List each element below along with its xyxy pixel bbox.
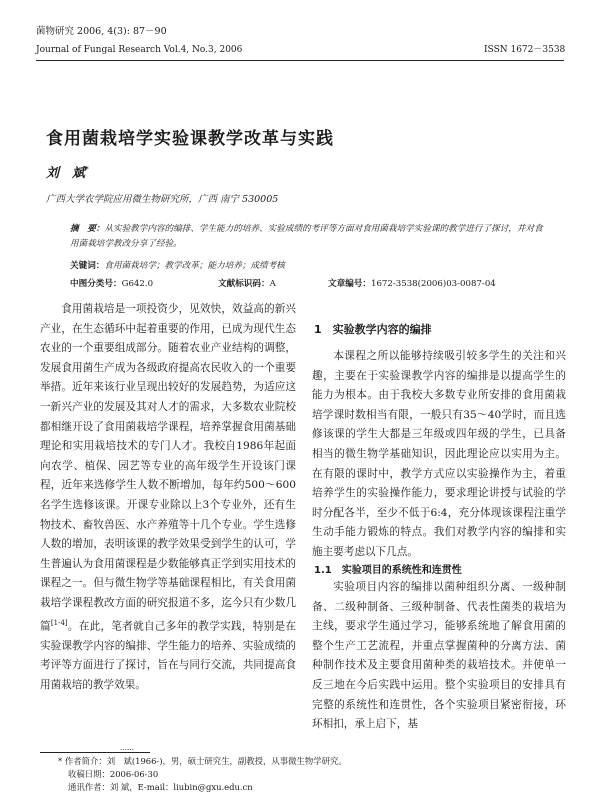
subsection-1-1-paragraph: 实验项目内容的编排以菌种组织分离、一级种制备、二级种制备、三级种制备、代表性菌类的栽培为主线，要求学生通过学习，能够系统地了解食用菌的整个生产工艺流程，并重点掌握菌种的分离方法、菌种制作技术及主要食用菌种类的栽培技术。并使单一反三地在今后实践中运用。整个实验项目的安排具有完整的系统性和连贯性，各个实验项目紧密衔接，环环相扣，承上启下，基 — [312, 581, 566, 731]
intro-text-continued: 。在此，笔者就自己多年的教学实践，特别是在实验课教学内容的编排、学生能力的培养、实验成绩的考评等方面进行了探讨，旨在与同行交流，共同提高食用菌栽培的教学效果。 — [40, 620, 297, 691]
left-column — [40, 300, 296, 695]
subsection-1-1-body — [312, 578, 566, 735]
doc-code-label: 文献标识码： — [218, 279, 270, 289]
article-author — [46, 162, 89, 181]
clc-label: 中图分类号： — [70, 279, 122, 289]
abstract-text: 从实验教学内容的编排、学生能力的培养、实验成绩的考评等方面对食用菌栽培学实验课的教学进行了探讨，并对食用菌栽培学教改分享了经验。 — [70, 224, 543, 249]
section-1-paragraph: 本课程之所以能够持续吸引较多学生的关注和兴趣，主要在于实验课教学内容的编排是以提高学生的能力为根本。由于我校大多数专业所安排的食用菌栽培学课时数相当有限，一般只有35～40学时，而且选修该课的学生大都是三年级或四年级的学生，已具备相当的微生物学基础知识，因此理论应以实用为主。在有限的课时中，教学方式应以实验操作为主，着重培养学生的实验操作能力，要求理论讲授与试验的学时分配各半，至少不低于6:4，充分体现该课程注重学生动手能力锻炼的特点。我们对教学内容的编排和实施主要考虑以下几点。 — [312, 350, 566, 558]
section-1-body — [312, 347, 566, 563]
footnote-author-intro: * 作者简介：刘 斌(1966-)，男，硕士研究生，副教授，从事微生物学研究。 — [58, 756, 347, 766]
journal-english-name: Journal of Fungal Research Vol.4, No.3, 2006 — [36, 45, 243, 55]
intro-text: 食用菌栽培是一项投资少，见效快，效益高的新兴产业，在生态循环中起着重要的作用，已成为现代生态农业的一个重要组成部分。随着农业产业结构的调整，发展食用菌生产成为各级政府提高农民收入的一个重要举措。近年来该行业呈现出较好的发展趋势，为适应这一新兴产业的发展及其对人才的需求，大多数农业院校都相继开设了食用菌栽培学课程，培养掌握食用菌基础理论和实用栽培技术的专门人才。我校自1986年起面向农学、植保、园艺等专业的高年级学生开设该门课程，近年来选修学生人数不断增加，每年约500～600名学生选修该课。开课专业除以上3个专业外，还有生物技术、畜牧兽医、水产养殖等十几个专业。学生选修人数的增加，表明该课的教学效果受到学生的认可，学生普遍认为食用菌课程是少数能够真正学到实用技术的课程之一。但与微生物学等基础课程相比，有关食用菌栽培学课程教改方面的研究报道不多，迄今只有少数几篇 — [40, 303, 296, 633]
footnote-received-date: 收稿日期：2006-06-30 — [68, 769, 159, 779]
keywords — [70, 260, 285, 273]
intro-paragraph — [40, 300, 296, 695]
article-number — [328, 278, 496, 291]
footnote-ellipsis: …… — [120, 744, 134, 752]
abstract-label: 摘 要： — [70, 224, 105, 234]
section-1-heading: 1 实验教学内容的编排 — [314, 323, 432, 336]
journal-issue-line: 菌物研究 2006, 4(3): 87－90 — [36, 26, 167, 37]
article-title: 食用菌栽培学实验课教学改革与实践 — [46, 129, 334, 149]
footnote-corresponding-author: 通讯作者：刘 斌，E-mail：liubin@gxu.edu.cn — [68, 782, 253, 792]
clc-value: G642.0 — [121, 279, 154, 289]
abstract — [70, 222, 546, 252]
doc-code-value: A — [269, 279, 276, 289]
article-no-label: 文章编号： — [328, 279, 371, 289]
article-no-value: 1672-3538(2006)03-0087-04 — [370, 279, 496, 289]
author-name: 刘 斌 — [46, 166, 86, 181]
citation-ref: [1-4] — [50, 618, 68, 627]
keywords-text: 食用菌栽培学；教学改革；能力培养；成绩考核 — [104, 261, 285, 271]
keywords-label: 关键词： — [70, 261, 105, 271]
author-affiliation: 广西大学农学院应用微生物研究所，广西 南宁 530005 — [46, 194, 279, 205]
document-code — [218, 278, 276, 291]
subsection-1-1-heading: 1.1 实验项目的系统性和连贯性 — [314, 565, 462, 576]
journal-issn: ISSN 1672－3538 — [484, 45, 566, 55]
header-rule — [36, 60, 564, 61]
clc-number — [70, 278, 153, 291]
author-footnote-mark: * — [85, 164, 89, 174]
